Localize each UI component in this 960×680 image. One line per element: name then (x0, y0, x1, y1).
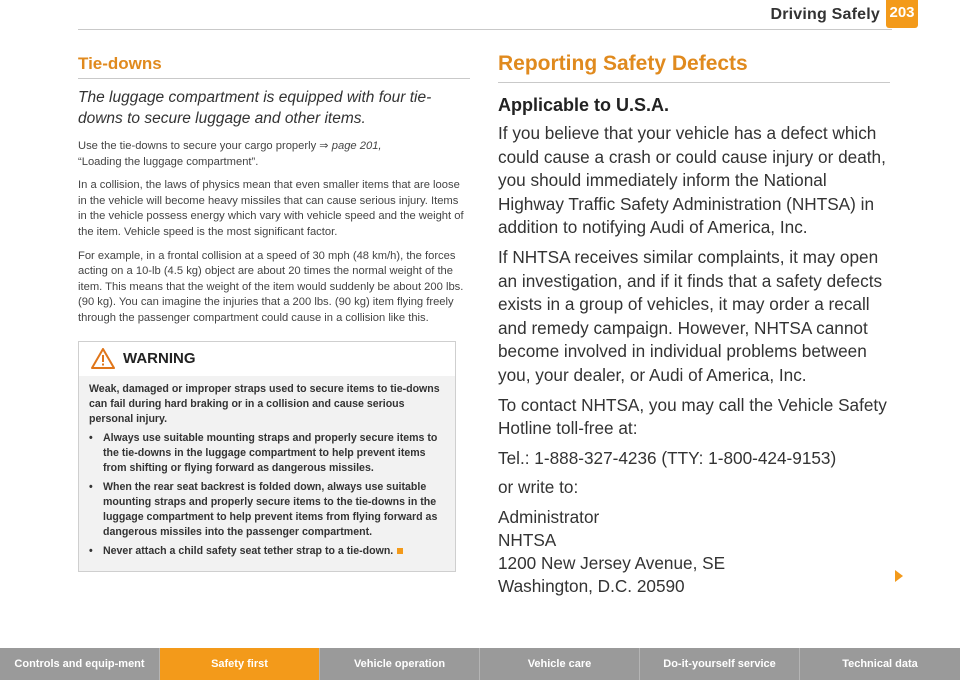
address-line: NHTSA (498, 529, 557, 550)
bullet-icon: • (89, 431, 93, 444)
warning-bullet (89, 431, 445, 476)
paragraph-example: For example, in a frontal collision at a speed of 30 mph (48 km/h), the forces acting on a 10-lb (4.5 kg) object are about 20 times the normal weight of the item. This means that the weight of the item would suddenly be about 200 lbs. (90 kg). You can imagine the injuries that a 200 lbs. (90 kg) item flying freely through the passenger compartment could cause in a collision like this. (78, 249, 464, 324)
footer-tab-safety-first[interactable]: Safety first (160, 648, 320, 680)
warning-body (79, 376, 455, 571)
page-header-title: Driving Safely (770, 6, 880, 23)
warning-title: WARNING (123, 350, 196, 368)
footer-tab-diy-service[interactable]: Do-it-yourself service (640, 648, 800, 680)
end-of-section-icon (397, 548, 403, 554)
section-title-tie-downs: Tie-downs (78, 54, 470, 79)
footer-tab-vehicle-operation[interactable]: Vehicle operation (320, 648, 480, 680)
paragraph-text: Use the tie-downs to secure your cargo properly ⇒ (78, 140, 329, 152)
bullet-text: Never attach a child safety seat tether strap to a tie-down. (103, 544, 394, 557)
paragraph-telephone: Tel.: 1-888-327-4236 (TTY: 1-800-424-9153) (498, 447, 837, 468)
paragraph-use-tie-downs (78, 139, 470, 170)
paragraph-defect: If you believe that your vehicle has a defect which could cause a crash or could cause injury or death, you should immediately inform the National Highway Traffic Safety Administration (NHTSA) in addition to notifying Audi of America, Inc. (498, 123, 886, 238)
page-number: 203 (889, 4, 915, 21)
warning-box (78, 341, 456, 572)
warning-bullet (89, 544, 445, 559)
continue-arrow-icon (895, 570, 903, 582)
address-line: Washington, D.C. 20590 (498, 575, 685, 596)
lead-paragraph: The luggage compartment is equipped with four tie-downs to secure luggage and other items. (78, 89, 432, 127)
warning-header (79, 342, 455, 376)
mailing-address (498, 506, 890, 598)
section-title-reporting: Reporting Safety Defects (498, 52, 890, 83)
paragraph-text: “Loading the luggage compartment”. (78, 155, 259, 168)
right-column (498, 52, 890, 598)
footer-tab-vehicle-care[interactable]: Vehicle care (480, 648, 640, 680)
warning-triangle-icon (91, 348, 115, 369)
warning-bullet (89, 480, 445, 540)
bullet-text: Always use suitable mounting straps and properly secure items to the tie-downs in the luggage compartment to help prevent items from shifting or flying forward as dangerous missiles. (103, 431, 438, 474)
page-reference-link[interactable]: page 201, (331, 140, 382, 152)
bullet-icon: • (89, 544, 93, 557)
address-line: Administrator (498, 506, 600, 527)
warning-intro: Weak, damaged or improper straps used to secure items to tie-downs can fail during hard braking or in a collision and cause serious personal injury. (89, 382, 440, 425)
header-rule (78, 29, 892, 30)
bullet-text: When the rear seat backrest is folded down, always use suitable mounting straps and properly secure items to the tie-downs in the luggage compartment to help prevent items from flying forward as dangerous missiles into the passenger compartment. (103, 480, 438, 538)
footer-tab-technical-data[interactable]: Technical data (842, 657, 918, 670)
paragraph-investigation: If NHTSA receives similar complaints, it may open an investigation, and if it finds that a safety defects exists in a group of vehicles, it may order a recall and remedy campaign. However, NHTSA cannot become involved in individual problems between you, your dealer, or Audi of America, Inc. (498, 246, 883, 385)
bullet-icon: • (89, 480, 93, 493)
left-column (78, 54, 470, 572)
paragraph-collision: In a collision, the laws of physics mean that even smaller items that are loose in the vehicle will become heavy missiles that can cause serious injury. Items in the vehicle possess energy which vary with vehicle speed and the weight of the item. Vehicle speed is the most significant factor. (78, 179, 464, 238)
footer-nav (0, 648, 960, 680)
subtitle-applicable: Applicable to U.S.A. (498, 95, 670, 115)
paragraph-contact: To contact NHTSA, you may call the Vehicle Safety Hotline toll-free at: (498, 394, 887, 439)
address-line: 1200 New Jersey Avenue, SE (498, 552, 726, 573)
footer-tab-controls[interactable]: Controls and equip-ment (0, 648, 160, 680)
paragraph-write: or write to: (498, 477, 579, 498)
